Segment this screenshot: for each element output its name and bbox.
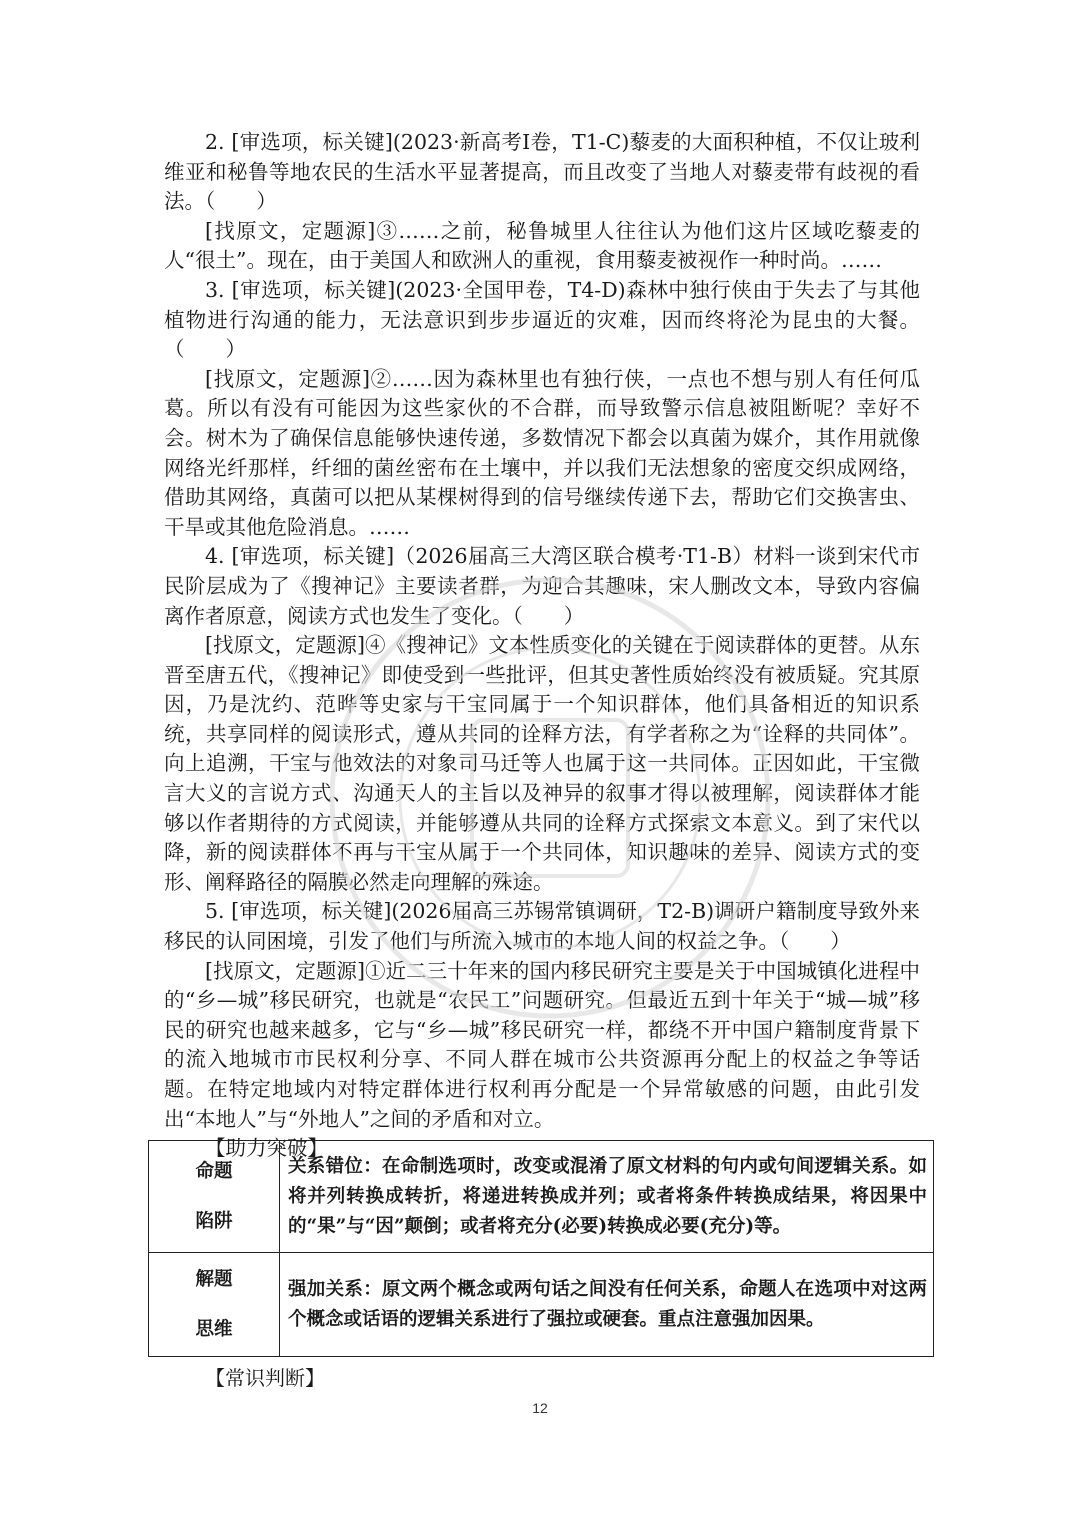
source-text-4: [找原文，定题源]④《搜神记》文本性质变化的关键在于阅读群体的更替。从东晋至唐五代，《搜神记》即使受到一些批评，但其史著性质始终没有被质疑。究其原因，乃是沈约、范晔等史家与干宝同属于一个知识群体，他们具备相近的知识系统，共享同样的阅读形式，遵从共同的诠释方法，有学者称之为“诠释的共同体”。向上追溯，干宝与他效法的对象司马迁等人也属于这一共同体。正因如此，干宝微言大义的言说方式、沟通天人的主旨以及神异的叙事才得以被理解，阅读群体才能够以作者期待的方式阅读，并能够遵从共同的诠释方式探索文本意义。到了宋代以降，新的阅读群体不再与干宝从属于一个共同体，知识趣味的差异、阅读方式的变形、阐释路径的隔膜必然走向理解的殊途。: [164, 633, 920, 894]
table-body-cell: 强加关系：原文两个概念或两句话之间没有任何关系，命题人在选项中对这两个概念或话语的逻辑关系进行了强拉或硬套。重点注意强加因果。: [280, 1253, 934, 1357]
label-bottom: 思维: [195, 1318, 233, 1340]
document-body: [164, 128, 920, 1164]
label-bottom: 陷阱: [195, 1210, 233, 1232]
source-text-2: [找原文，定题源]③……之前，秘鲁城里人往往认为他们这片区域吃藜麦的人“很土”。现在，由于美国人和欧洲人的重视，食用藜麦被视作一种时尚。……: [164, 218, 920, 273]
question-2: 2. [审选项，标关键](2023·新高考Ⅰ卷，T1-C)藜麦的大面积种植，不仅让玻利维亚和秘鲁等地农民的生活水平显著提高，而且改变了当地人对藜麦带有歧视的看法。（ ）: [164, 130, 920, 214]
help-table: [148, 1140, 934, 1357]
section-heading-help: 【助力突破】: [205, 1136, 328, 1161]
table-label-cell: [149, 1141, 280, 1253]
question-3: 3. [审选项，标关键](2023·全国甲卷，T4-D)森林中独行侠由于失去了与其他植物进行沟通的能力，无法意识到步步逼近的灾难，因而终将沦为昆虫的大餐。（ ）: [164, 277, 920, 362]
source-text-3: [找原文，定题源]②……因为森林里也有独行侠，一点也不想与别人有任何瓜葛。所以有没有可能因为这些家伙的不合群，而导致警示信息被阻断呢？幸好不会。树木为了确保信息能够快速传递，多数情况下都会以真菌为媒介，其作用就像网络光纤那样，纤细的菌丝密布在土壤中，并以我们无法想象的密度交织成网络，借助其网络，真菌可以把从某棵树得到的信号继续传递下去，帮助它们交换害虫、干旱或其他危险消息。……: [164, 366, 920, 539]
label-top: 命题: [195, 1160, 233, 1182]
table-label-cell: [149, 1253, 280, 1357]
question-4: 4. [审选项，标关键]（2026届高三大湾区联合模考·T1-B）材料一谈到宋代市民阶层成为了《搜神记》主要读者群，为迎合其趣味，宋人删改文本，导致内容偏离作者原意，阅读方式也发生了变化。（ ）: [164, 544, 920, 628]
table-row: [149, 1253, 934, 1357]
table-row: [149, 1141, 934, 1253]
table-body-cell: 关系错位：在命制选项时，改变或混淆了原文材料的句内或句间逻辑关系。如将并列转换成转折，将递进转换成并列；或者将条件转换成结果，将因果中的“果”与“因”颠倒；或者将充分(必要)转换成必要(充分)等。: [280, 1141, 934, 1253]
question-5: 5. [审选项，标关键](2026届高三苏锡常镇调研，T2-B)调研户籍制度导致外来移民的认同困境，引发了他们与所流入城市的本地人间的权益之争。（ ）: [164, 899, 920, 954]
page-number: 12: [532, 1400, 548, 1416]
section-heading-common: 【常识判断】: [205, 1366, 325, 1390]
source-text-5: [找原文，定题源]①近二三十年来的国内移民研究主要是关于中国城镇化进程中的“乡—城”移民研究，也就是“农民工”问题研究。但最近五到十年关于“城—城”移民的研究也越来越多，它与“乡—城”移民研究一样，都绕不开中国户籍制度背景下的流入地城市市民权利分享、不同人群在城市公共资源再分配上的权益之争等话题。在特定地域内对特定群体进行权利再分配是一个异常敏感的问题，由此引发出“本地人”与“外地人”之间的矛盾和对立。: [164, 958, 920, 1131]
label-top: 解题: [195, 1268, 233, 1290]
